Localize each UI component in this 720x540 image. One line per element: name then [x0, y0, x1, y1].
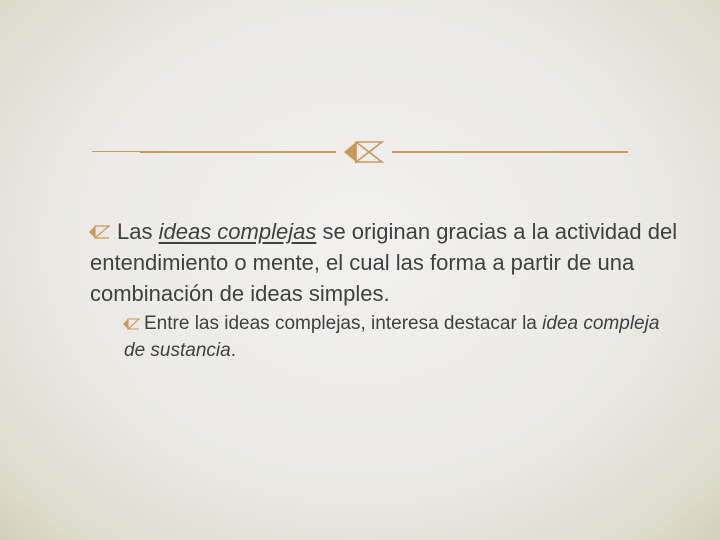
bullet-text [124, 310, 684, 364]
bullet-item-level-1 [90, 216, 690, 309]
bullet-text [90, 216, 690, 309]
bullet-text-part: se originan gracias a la actividad del entendimiento o mente, el cual las forma a partir de una combinación de ideas simples. [90, 219, 678, 306]
ornament-bullet-icon [342, 140, 386, 164]
bullet-item-level-2 [124, 310, 684, 364]
emphasis-term: ideas complejas [158, 219, 317, 244]
divider-line-left [140, 151, 336, 153]
bullet-text-part: Entre las ideas complejas, interesa destacar la [144, 313, 543, 334]
ornament-bullet-icon [88, 225, 110, 239]
ornament-bullet-icon [122, 318, 140, 330]
bullet-text-part: . [230, 340, 236, 361]
divider-line-right [392, 151, 628, 153]
emphasis-term: idea compleja de sustancia [124, 313, 660, 361]
bullet-text-part: Las [117, 219, 159, 244]
